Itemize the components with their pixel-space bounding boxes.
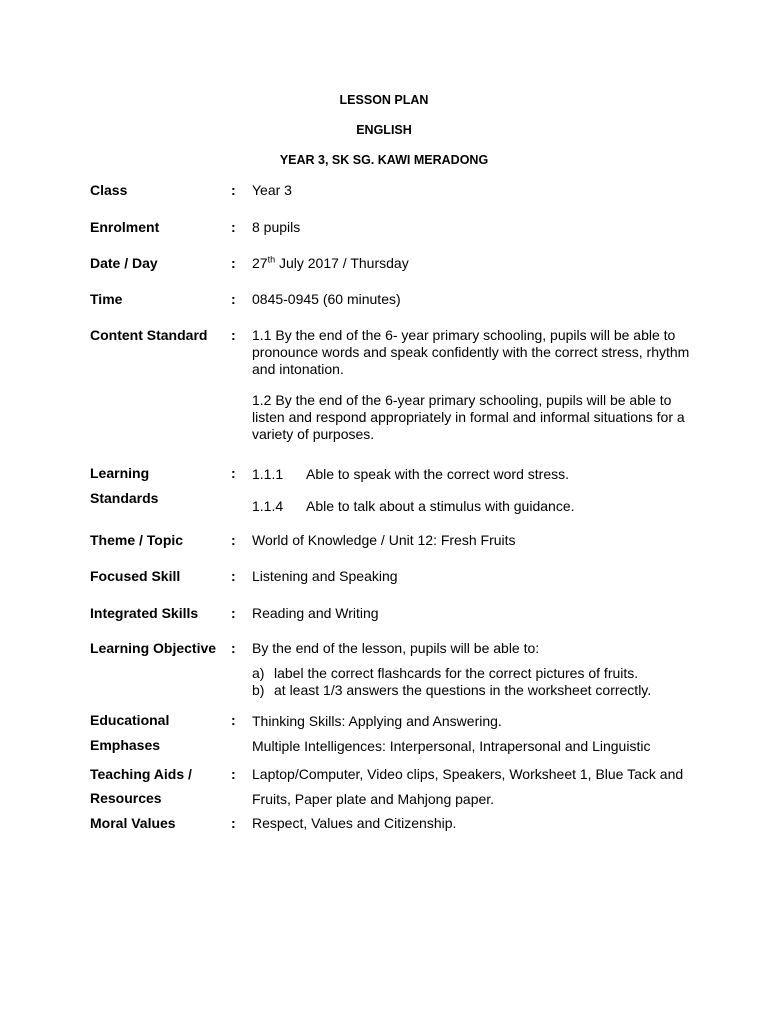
class-school-heading: YEAR 3, SK SG. KAWI MERADONG: [279, 153, 489, 167]
learning-standard-number: 1.1.1: [252, 466, 284, 482]
objective-text: at least 1/3 answers the questions in the worksheet correctly.: [274, 682, 652, 698]
teaching-aids-line-2: Fruits, Paper plate and Mahjong paper.: [252, 791, 495, 807]
integrated-skills-value: Reading and Writing: [252, 605, 379, 621]
date-day-value: [252, 255, 692, 272]
colon: :: [231, 465, 236, 481]
educational-emphases-line-1: Thinking Skills: Applying and Answering.: [252, 713, 502, 729]
colon: :: [231, 766, 236, 782]
learning-objective-intro: By the end of the lesson, pupils will be able to:: [252, 640, 540, 656]
focused-skill-value: Listening and Speaking: [252, 568, 398, 584]
focused-skill-label: Focused Skill: [90, 568, 181, 584]
colon: :: [231, 568, 236, 584]
time-label: Time: [90, 291, 123, 307]
moral-values-label: Moral Values: [90, 815, 176, 831]
content-standard-para-2: 1.2 By the end of the 6-year primary schooling, pupils will be able to listen and respond appropriately in formal and informal situations for a variety of purposes.: [252, 392, 685, 442]
objective-marker: a): [252, 665, 265, 681]
colon: :: [231, 815, 236, 831]
date-day-label: Date / Day: [90, 255, 158, 271]
integrated-skills-label: Integrated Skills: [90, 605, 199, 621]
time-value: 0845-0945 (60 minutes): [252, 291, 401, 307]
objective-text: label the correct flashcards for the correct pictures of fruits.: [274, 665, 639, 681]
colon: :: [231, 182, 236, 198]
colon: :: [231, 255, 236, 271]
enrolment-label: Enrolment: [90, 219, 160, 235]
learning-standard-number: 1.1.4: [252, 498, 284, 514]
subject-heading: ENGLISH: [356, 123, 412, 137]
day-suffix: th: [267, 254, 276, 265]
teaching-aids-line-1: Laptop/Computer, Video clips, Speakers, Worksheet 1, Blue Tack and: [252, 766, 684, 782]
objective-item: [252, 682, 692, 699]
enrolment-value: 8 pupils: [252, 219, 301, 235]
content-standard-value: [252, 327, 692, 443]
learning-standard-item: [252, 466, 692, 483]
document-title: LESSON PLAN: [339, 93, 429, 107]
educational-emphases-label-1: Educational: [90, 712, 170, 728]
theme-topic-label: Theme / Topic: [90, 532, 184, 548]
colon: :: [231, 605, 236, 621]
colon: :: [231, 327, 236, 343]
objective-marker: b): [252, 682, 265, 698]
educational-emphases-value: [252, 713, 692, 755]
class-value: Year 3: [252, 182, 292, 198]
objective-item: [252, 665, 692, 682]
colon: :: [231, 712, 236, 728]
day-number: 27: [252, 255, 268, 271]
colon: :: [231, 219, 236, 235]
content-standard-para-1: 1.1 By the end of the 6- year primary schooling, pupils will be able to pronounce words and speak confidently with the correct stress, rhythm and intonation.: [252, 327, 690, 377]
theme-topic-value: World of Knowledge / Unit 12: Fresh Fruits: [252, 532, 516, 548]
moral-values-value: Respect, Values and Citizenship.: [252, 815, 457, 831]
learning-objective-value: [252, 640, 692, 699]
colon: :: [231, 640, 236, 656]
colon: :: [231, 532, 236, 548]
learning-standards-label-2: Standards: [90, 490, 159, 506]
content-standard-label: Content Standard: [90, 327, 208, 343]
teaching-aids-label-1: Teaching Aids /: [90, 766, 192, 782]
class-label: Class: [90, 182, 128, 198]
learning-standard-item: [252, 498, 692, 515]
teaching-aids-label-2: Resources: [90, 790, 162, 806]
learning-objective-label: Learning Objective: [90, 640, 217, 656]
learning-standards-value: [252, 466, 692, 515]
educational-emphases-line-2: Multiple Intelligences: Interpersonal, Intrapersonal and Linguistic: [252, 738, 651, 754]
teaching-aids-value: [252, 766, 692, 808]
learning-standards-label-1: Learning: [90, 465, 150, 481]
colon: :: [231, 291, 236, 307]
date-rest: July 2017 / Thursday: [275, 255, 409, 271]
learning-standard-text: Able to talk about a stimulus with guidance.: [306, 498, 575, 514]
learning-standard-text: Able to speak with the correct word stress.: [306, 466, 569, 482]
educational-emphases-label-2: Emphases: [90, 737, 161, 753]
